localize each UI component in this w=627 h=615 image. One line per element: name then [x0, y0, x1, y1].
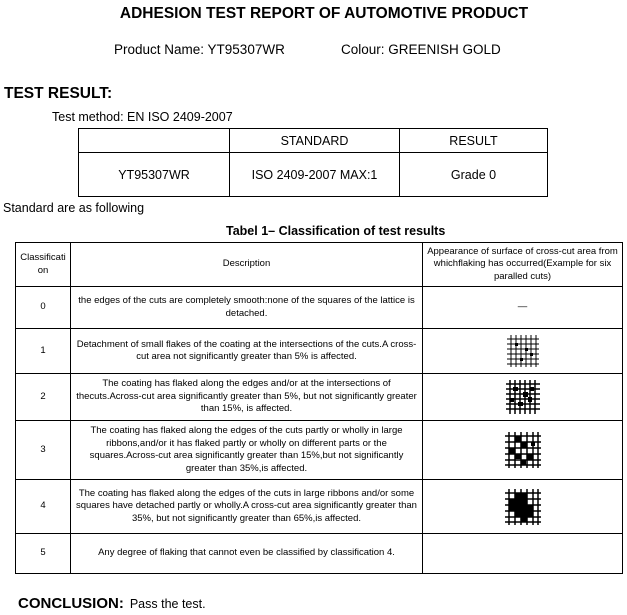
result-header-standard: STANDARD: [230, 129, 400, 153]
class-appearance: —: [423, 287, 623, 329]
test-result-heading: TEST RESULT:: [4, 85, 113, 102]
class-number: 1: [16, 329, 71, 374]
cross-cut-grid-class-1-icon: [505, 333, 541, 369]
class-header-description: Description: [71, 243, 423, 287]
result-product: YT95307WR: [79, 153, 230, 197]
class-number: 2: [16, 374, 71, 421]
class-appearance: [423, 421, 623, 480]
class-description: The coating has flaked along the edges and/or at the intersections of thecuts.Across-cut area significantly greater than 5%, but not significantly greater than 15%, is affected.: [71, 374, 423, 421]
class-description: the edges of the cuts are completely smooth:none of the squares of the lattice is detached.: [71, 287, 423, 329]
class-description: Any degree of flaking that cannot even be classified by classification 4.: [71, 534, 423, 574]
result-grade: Grade 0: [400, 153, 548, 197]
report-title: ADHESION TEST REPORT OF AUTOMOTIVE PRODUCT: [119, 5, 529, 22]
class-appearance: [423, 374, 623, 421]
conclusion-label: CONCLUSION:: [18, 595, 124, 612]
class-appearance: [423, 329, 623, 374]
class-description: Detachment of small flakes of the coating at the intersections of the cuts.A cross-cut area not significantly greater than 5% is affected.: [71, 329, 423, 374]
class-description: The coating has flaked along the edges of the cuts in large ribbons and/or some squares have detached partly or wholly.A cross-cut area significantly greater than 35%, but not significantly greater than 65%,is affected.: [71, 480, 423, 534]
class-header-classification: [16, 243, 71, 287]
class-header-classification-text: Classification: [20, 252, 66, 276]
classification-table: [15, 242, 623, 574]
cross-cut-grid-class-3-icon: [503, 430, 543, 470]
result-standard: ISO 2409-2007 MAX:1: [230, 153, 400, 197]
conclusion-text: Pass the test.: [129, 597, 206, 611]
cross-cut-grid-class-2-icon: [504, 378, 542, 416]
table-row: [16, 534, 623, 574]
conclusion: [18, 595, 206, 613]
table-row: [16, 287, 623, 329]
table-row: [16, 480, 623, 534]
class-number: 0: [16, 287, 71, 329]
class-number: 3: [16, 421, 71, 480]
result-header-result: RESULT: [400, 129, 548, 153]
class-description: The coating has flaked along the edges of the cuts partly or wholly in large ribbons,and/or it has flaked partly or wholly on different parts or the squares.Across-cut area significantly greater than 15%,but not significantly greater than 35%,is affected.: [71, 421, 423, 480]
test-method: Test method: EN ISO 2409-2007: [52, 110, 233, 124]
product-colour: Colour: GREENISH GOLD: [341, 42, 501, 57]
table-row: [16, 329, 623, 374]
class-appearance: [423, 534, 623, 574]
result-header-blank: [79, 129, 230, 153]
class-header-appearance: Appearance of surface of cross-cut area from whichflaking has occurred(Example for six paralled cuts): [423, 243, 623, 287]
cross-cut-grid-class-4-icon: [503, 487, 543, 527]
table-row: [16, 421, 623, 480]
table-row: [16, 374, 623, 421]
classification-table-title: Tabel 1– Classification of test results: [226, 224, 446, 238]
class-appearance: [423, 480, 623, 534]
result-table: [78, 128, 548, 197]
product-name: Product Name: YT95307WR: [114, 42, 285, 57]
standard-note: Standard are as following: [3, 201, 145, 215]
class-number: 4: [16, 480, 71, 534]
class-number: 5: [16, 534, 71, 574]
